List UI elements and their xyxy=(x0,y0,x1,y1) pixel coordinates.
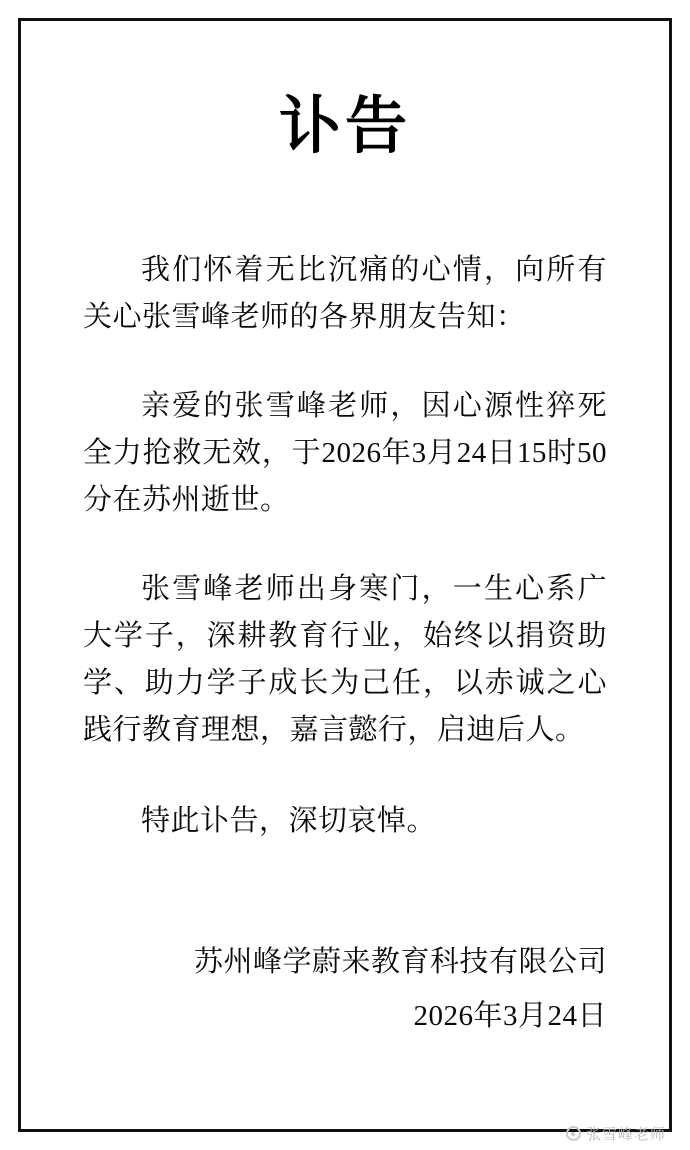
notice-content xyxy=(21,21,669,1129)
signature-block xyxy=(21,938,607,1041)
notice-paragraph-1: 我们怀着无比沉痛的心情，向所有关心张雪峰老师的各界朋友告知： xyxy=(83,254,607,334)
eye-icon xyxy=(566,1126,581,1141)
signature-date: 2026年3月24日 xyxy=(413,999,607,1032)
notice-paragraph-3: 张雪峰老师出身寒门，一生心系广大学子，深耕教育行业，始终以捐资助学、助力学子成长为己任，以赤诚之心践行教育理想，嘉言懿行，启迪后人。 xyxy=(83,573,607,746)
notice-paragraph-4: 特此讣告，深切哀悼。 xyxy=(141,804,437,837)
signature-company: 苏州峰学蔚来教育科技有限公司 xyxy=(193,946,607,979)
notice-paragraph-2: 亲爱的张雪峰老师，因心源性猝死全力抢救无效，于2026年3月24日15时50分在苏州逝世。 xyxy=(83,390,607,517)
bordered-frame xyxy=(18,18,672,1132)
page-title: 讣告 xyxy=(278,92,411,161)
weibo-watermark xyxy=(566,1123,666,1144)
watermark-label: 张雪峰老师 xyxy=(585,1126,666,1143)
